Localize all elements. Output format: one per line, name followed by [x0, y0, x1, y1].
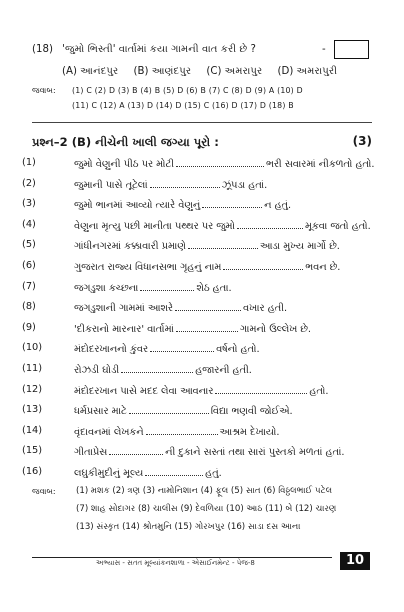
q18-options: [62, 66, 349, 78]
blank-field[interactable]: [121, 363, 193, 373]
item-sentence: [74, 445, 345, 458]
item-text-after: ભવન છે.: [305, 262, 341, 273]
question-18: [32, 44, 256, 56]
item-text-before: જુમાની પાસે તૂટેલાં: [74, 179, 148, 191]
blank-field[interactable]: [237, 219, 303, 229]
item-text-before: લઘુકીમુદીનું મૂલ્ય: [74, 468, 144, 479]
fill-in-item: [22, 239, 382, 259]
option-a: (A) આનંદપુર: [62, 66, 119, 77]
answer-box[interactable]: [334, 40, 369, 59]
item-sentence: [74, 157, 375, 170]
item-text-after: હજારની હતી.: [195, 365, 252, 376]
item-number: (4): [22, 218, 36, 230]
item-text-after: ન હતું.: [264, 200, 292, 212]
item-text-after: આડા મુખ્ય માર્ગો છે.: [259, 241, 340, 253]
blank-field[interactable]: [202, 198, 262, 208]
item-number: (8): [22, 301, 36, 313]
footer-text: અભ્યાસ - સતત મૂલ્યાંકનશાળા - એસાઈનમેન્ટ - પેજ-8: [96, 559, 255, 567]
answer-dash: -: [322, 44, 326, 55]
blank-field[interactable]: [145, 466, 203, 476]
blank-field[interactable]: [150, 342, 214, 352]
item-number: (9): [22, 321, 36, 333]
item-sentence: [74, 178, 267, 191]
item-sentence: [74, 404, 293, 417]
fill-in-item: [22, 178, 382, 198]
fill-answers-line-3: (13) સંસ્કૃત (14) શ્રોતમુનિ (15) ગોરખપુર (16) સાડા દસ આના: [76, 522, 301, 532]
blank-field[interactable]: [150, 178, 220, 188]
blank-field[interactable]: [175, 301, 241, 311]
section-heading: પ્રશ્ન–2 (B) નીચેની ખાલી જગ્યા પૂરો :: [32, 135, 219, 149]
item-text-before: ધર્મપ્રસાર માટે: [74, 406, 127, 418]
fill-in-item: [22, 445, 382, 465]
question-number: (18): [32, 44, 53, 55]
fill-in-item: [22, 363, 382, 383]
section-marks: (3): [352, 134, 372, 148]
answers-line-1: (1) C (2) D (3) B (4) B (5) D (6) B (7) C (8) D (9) A (10) D: [72, 86, 303, 95]
item-sentence: [74, 301, 287, 314]
blank-field[interactable]: [140, 281, 194, 291]
item-sentence: [74, 281, 232, 294]
question-text: 'જુમો ભિસ્તી' વાર્તામાં કયા ગામની વાત કરી છે ?: [62, 44, 256, 55]
item-number: (7): [22, 280, 36, 292]
item-text-after: હતો.: [309, 385, 329, 397]
item-text-after: વર્ષનો હતો.: [216, 344, 260, 356]
fill-answers-line-2: (7) શાહ સોદાગર (8) ચાલીસ (9) દેવળિયા (10) આઠ (11) બે (12) ચારણ: [76, 504, 337, 514]
item-text-after: ઝૂંપડા હતાં.: [221, 179, 268, 191]
item-text-after: વખાર હતી.: [242, 303, 288, 315]
footer-rule: [32, 557, 332, 558]
fill-in-item: [22, 301, 382, 321]
item-number: (5): [22, 239, 36, 251]
item-number: (3): [22, 198, 36, 210]
item-number: (13): [22, 404, 43, 416]
fill-answers-label: જવાબ:: [32, 487, 56, 496]
item-text-before: જગડુશા કચ્છના: [74, 282, 139, 294]
item-text-after: હતું.: [205, 468, 222, 479]
option-c: (C) અમરાપુર: [206, 66, 263, 77]
fill-answers-line-1: (1) મશક (2) ત્રણ (3) નામોનિશાન (4) ફૂલ (5) સાત (6) વિઠ્ઠલભાઈ પટેલ: [76, 486, 333, 496]
blank-field[interactable]: [188, 239, 258, 249]
blank-field[interactable]: [223, 260, 303, 270]
item-text-after: વિદ્યા ભણવી જોઈએ.: [210, 406, 293, 418]
item-number: (1): [22, 157, 36, 168]
option-b: (B) આણંદપુર: [133, 66, 192, 77]
item-sentence: [74, 342, 260, 355]
item-text-before: મંદોદરખાનનો કુંવર: [74, 344, 149, 356]
item-number: (12): [22, 383, 43, 395]
item-sentence: [74, 219, 371, 232]
blank-field[interactable]: [176, 322, 238, 332]
page-number-badge: 10: [340, 552, 370, 570]
item-sentence: [74, 260, 340, 273]
fill-in-item: [22, 384, 382, 404]
item-number: (11): [22, 363, 43, 374]
item-number: (15): [22, 445, 43, 457]
item-sentence: [74, 239, 340, 252]
blank-field[interactable]: [129, 404, 209, 414]
answers-line-2: (11) C (12) A (13) D (14) D (15) C (16) D (17) D (18) B: [72, 101, 294, 110]
blank-field[interactable]: [146, 425, 218, 435]
item-sentence: [74, 425, 280, 438]
item-text-after: ની દુકાને સસ્તાં તથા સારાં પુસ્તકો મળતાં હતાં.: [165, 447, 345, 459]
fill-in-item: [22, 260, 382, 280]
item-text-before: વેણુના મૃત્યુ પછી માનીતા પથ્થર પર જુમો: [74, 220, 235, 232]
item-number: (16): [22, 466, 43, 477]
item-text-before: જગડુશાની ગામમાં આશરે: [74, 303, 173, 315]
blank-field[interactable]: [176, 157, 264, 167]
item-text-after: આશ્રમ દેખાયો.: [219, 426, 280, 438]
section-divider: [32, 122, 372, 123]
item-text-after: ભરી સવારમાં નીકળતો હતો.: [266, 159, 375, 170]
fill-in-item: [22, 425, 382, 445]
item-text-after: ગામનો ઉલ્લેખ છે.: [239, 323, 311, 335]
item-text-before: વૃંદાવનમાં લેખકને: [74, 426, 144, 438]
item-number: (10): [22, 342, 43, 354]
item-text-before: મંદોદરખાન પાસે મદદ લેવા આવનાર: [74, 385, 214, 397]
item-text-after: શેઠ હતા.: [196, 282, 232, 294]
item-text-after: મૂકવા જતો હતો.: [304, 220, 371, 232]
item-text-before: ગીતાપ્રેસ: [74, 447, 108, 459]
item-text-before: જુમો વેણુની પીઠ પર મોટી: [74, 159, 174, 170]
fill-in-item: [22, 404, 382, 424]
fill-in-item: [22, 466, 382, 486]
option-d: (D) અમરાપુરી: [277, 66, 338, 77]
fill-in-item: [22, 157, 382, 177]
fill-in-item: [22, 322, 382, 342]
item-sentence: [74, 384, 328, 397]
item-sentence: [74, 322, 311, 335]
answers-label: જવાબ:: [32, 86, 56, 95]
item-sentence: [74, 363, 252, 376]
item-number: (14): [22, 424, 43, 436]
item-sentence: [74, 198, 291, 211]
item-text-before: ગુજરાત રાજ્ય વિધાનસભા ગૃહનું નામ: [74, 262, 222, 273]
blank-field[interactable]: [109, 445, 163, 455]
fill-in-item: [22, 198, 382, 218]
item-text-before: 'દીકરાનો મારનાર' વાર્તામાં: [74, 323, 174, 335]
item-text-before: ગાંધીનગરમાં કક્કાવારી પ્રમાણે: [74, 241, 186, 253]
item-sentence: [74, 466, 222, 479]
item-number: (6): [22, 260, 36, 271]
fill-in-item: [22, 219, 382, 239]
item-text-before: જુમો ભાનમાં આવ્યો ત્યારે વેણુનું: [74, 200, 201, 212]
item-number: (2): [22, 177, 36, 189]
fill-in-item: [22, 281, 382, 301]
fill-in-item: [22, 342, 382, 362]
item-text-before: રોઝડી ઘોડી: [74, 365, 120, 376]
blank-field[interactable]: [215, 384, 307, 394]
